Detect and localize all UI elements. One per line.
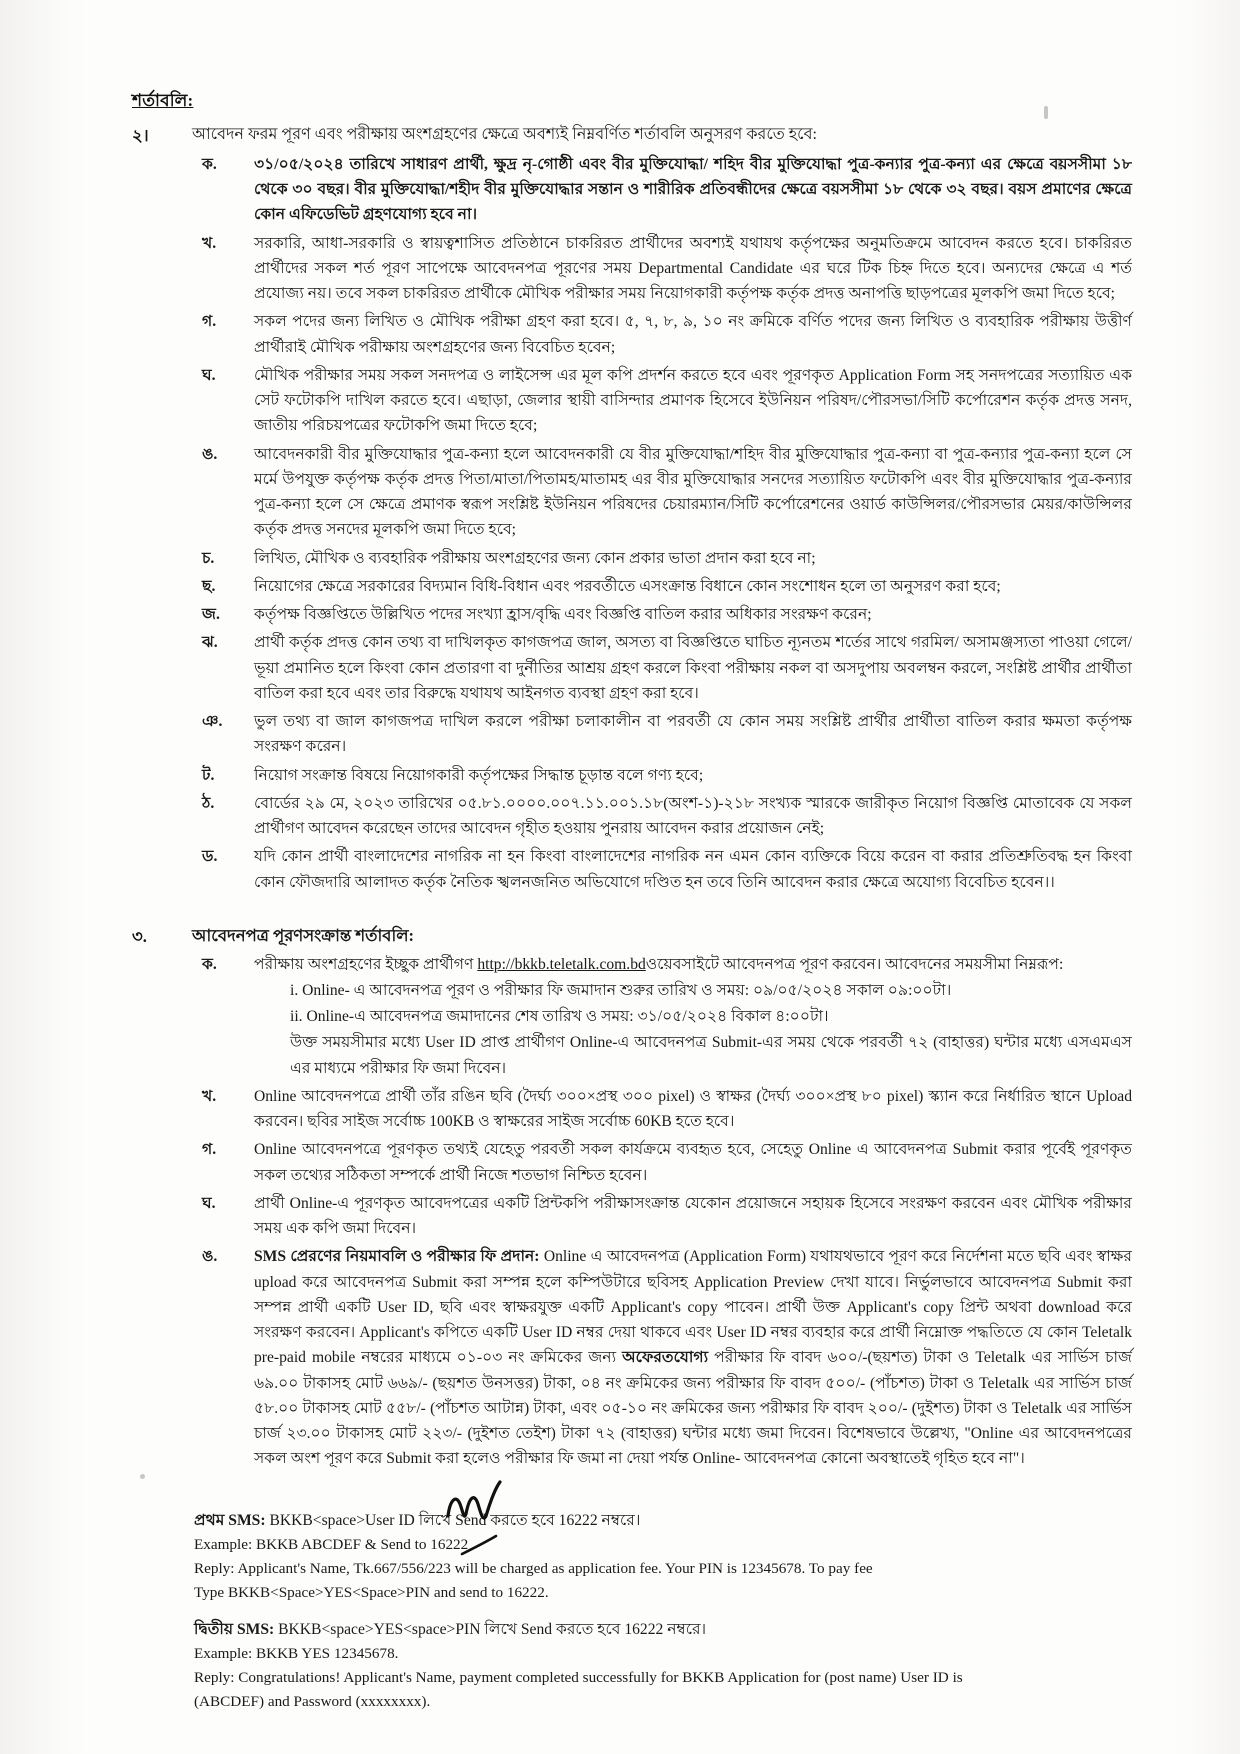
- first-sms-label: প্রথম SMS:: [194, 1511, 266, 1529]
- list-item: [192, 546, 1132, 571]
- page-title: শর্তাবলি:: [132, 91, 194, 110]
- first-sms-format-line: [194, 1509, 1132, 1533]
- item-text: কর্তৃপক্ষ বিজ্ঞপ্তিতে উল্লিখিত পদের সংখ্যা হ্রাস/বৃদ্ধি এবং বিজ্ঞপ্তি বাতিল করার অধিকার সংরক্ষণ করেন;: [254, 606, 872, 624]
- section-2-item-list: [192, 152, 1132, 895]
- item-text: প্রার্থী কর্তৃক প্রদত্ত কোন তথ্য বা দাখিলকৃত কাগজপত্র জাল, অসত্য বা বিজ্ঞপ্তিতে ঘাচিত ন্যূনতম শর্তের সাথে গরমিল/ অসামঞ্জস্যতা পাওয়া গেলে/ ভূয়া প্রমানিত হলে কিংবা কোন প্রতারণা বা দুর্নীতির আশ্রয় গ্রহণ করলে কিংবা পরীক্ষায় নকল বা অসদুপায় অবলম্বন করলে, সংশ্লিষ্ট প্রার্থীর প্রার্থীতা বাতিল করা হবে এবং তার বিরুদ্ধে যথাযথ আইনগত ব্যবস্থা গ্রহণ করা হবে।: [254, 634, 1132, 702]
- item-marker: ঙ.: [202, 445, 218, 463]
- item-text: প্রার্থী Online-এ পূরণকৃত আবেদপত্রের একটি প্রিন্টকপি পরীক্ষাসংক্রান্ত যেকোন প্রয়োজনে সহায়ক হিসেবে সংরক্ষণ করবেন এবং মৌখিক পরীক্ষার সময় এক কপি জমা দিবেন।: [254, 1194, 1132, 1238]
- item-marker: ঝ.: [202, 634, 218, 652]
- document-content: [132, 88, 1132, 1714]
- item-text: [254, 956, 1063, 973]
- first-sms-format: BKKB<space>User ID লিখে Send করতে হবে 16222 নম্বরে।: [265, 1511, 641, 1529]
- item-marker: গ.: [202, 313, 217, 331]
- first-sms-reply-line-1: Reply: Applicant's Name, Tk.667/556/223 will be charged as application fee. Your PIN is 12345678. To pay fee: [194, 1560, 873, 1578]
- scan-edge-left: [0, 0, 88, 1754]
- fee-payment-window-note: উক্ত সময়সীমার মধ্যে User ID প্রাপ্ত প্রার্থীগণ Online-এ আবেদনপত্র Submit-এর সময় থেকে পরবর্তী ৭২ (বাহাত্তর) ঘন্টার মধ্যে এসএমএস এর মাধ্যমে পরীক্ষার ফি জমা দিবেন।: [290, 1034, 1132, 1077]
- second-sms-format-line: [194, 1618, 1132, 1642]
- item-marker: ড.: [202, 848, 218, 866]
- item-text: নিয়োগের ক্ষেত্রে সরকারের বিদ্যমান বিধি-বিধান এবং পরবর্তীতে এসংক্রান্ত বিধানে কোন সংশোধন হলে তা অনুসরণ করা হবে;: [254, 577, 1001, 595]
- list-item: [192, 1244, 1132, 1471]
- item-text: Online আবেদনপত্রে প্রার্থী তাঁর রঙিন ছবি (দৈর্ঘ্য ৩০০×প্রস্থ ৩০০ pixel) ও স্বাক্ষর (দৈর্ঘ্য ৩০০×প্রস্থ ৮০ pixel) স্ক্যান করে নির্ধারিত স্থানে Upload করবেন। ছবির সাইজ সর্বোচ্চ 100KB ও স্বাক্ষরের সাইজ সর্বোচ্চ 60KB হতে হবে।: [254, 1087, 1132, 1131]
- item-text: Online আবেদনপত্রে পূরণকৃত তথ্যই যেহেতু পরবর্তী সকল কার্যক্রমে ব্যবহৃত হবে, সেহেতু Online এ আবেদনপত্র Submit করার পূর্বেই পূরণকৃত সকল তথ্যের সঠিকতা সম্পর্কে প্রার্থী নিজে শতভাগ নিশ্চিত হবেন।: [254, 1141, 1132, 1184]
- item-text: যদি কোন প্রার্থী বাংলাদেশের নাগরিক না হন কিংবা বাংলাদেশের নাগরিক নন এমন কোন ব্যক্তিকে বিয়ে করেন বা করার প্রতিশ্রুতিবদ্ধ হন কিংবা কোন ফৌজদারি আলাদত কর্তৃক নৈতিক স্খলনজনিত অভিযোগে দণ্ডিত হন তবে তিনি আবেদন করার ক্ষেত্রে অযোগ্য বিবেচিত হবেন।।: [254, 848, 1132, 891]
- list-item: [192, 763, 1132, 788]
- item-marker: চ.: [202, 549, 215, 567]
- second-sms-label: দ্বিতীয় SMS:: [194, 1620, 275, 1638]
- item-marker: ঞ.: [202, 713, 223, 731]
- list-item: [192, 1084, 1132, 1135]
- item-text: আবেদনকারী বীর মুক্তিযোদ্ধার পুত্র-কন্যা হলে আবেদনকারী যে বীর মুক্তিযোদ্ধা/শহিদ বীর মুক্তিযোদ্ধার পুত্র-কন্যা বা পুত্র-কন্যার পুত্র-কন্যা হলে সে মর্মে উপযুক্ত কর্তৃপক্ষ কর্তৃক প্রদত্ত পিতা/মাতা/পিতামহ/মাতামহ এর বীর মুক্তিযোদ্ধার সনদের সত্যায়িত ফটোকপি এবং বীর মুক্তিযোদ্ধার পুত্র-কন্যার পুত্র-কন্যা হলে সে ক্ষেত্রে প্রমাণক স্বরূপ সংশ্লিষ্ট ইউনিয়ন পরিষদের চেয়ারম্যান/সিটি কর্পোরেশনের ওয়ার্ড কাউন্সিলর/পৌরসভার মেয়র/কাউন্সিলর কর্তৃক প্রদত্ত সনদের মূলকপি জমা দিতে হবে;: [254, 445, 1132, 539]
- item-text: সকল পদের জন্য লিখিত ও মৌখিক পরীক্ষা গ্রহণ করা হবে। ৫, ৭, ৮, ৯, ১০ নং ক্রমিকে বর্ণিত পদের জন্য লিখিত ও ব্যবহারিক পরীক্ষায় উত্তীর্ণ প্রার্থীরাই মৌখিক পরীক্ষায় অংশগ্রহণের জন্য বিবেচিত হবেন;: [254, 313, 1132, 356]
- first-sms-reply-line-2: Type BKKB<Space>YES<Space>PIN and send to 16222.: [194, 1584, 549, 1602]
- apply-instruction-suffix: ওয়েবসাইটে আবেদনপত্র পূরণ করবেন। আবেদনের সময়সীমা নিম্নরূপ:: [645, 955, 1064, 973]
- item-marker: ঙ.: [202, 1248, 218, 1266]
- second-sms-reply-line-2: (ABCDEF) and Password (xxxxxxxx).: [194, 1693, 431, 1711]
- second-sms-instructions: [132, 1618, 1132, 1714]
- list-item: [192, 602, 1132, 627]
- list-item: [192, 709, 1132, 760]
- scan-edge-right: [1170, 0, 1240, 1754]
- list-item: [192, 791, 1132, 842]
- item-text: সরকারি, আধা-সরকারি ও স্বায়ত্বশাসিত প্রতিষ্ঠানে চাকরিরত প্রার্থীদের অবশ্যই যথাযথ কর্তৃপক্ষের অনুমতিক্রমে আবেদন করতে হবে। চাকরিরত প্রার্থীদের সকল শর্ত পূরণ সাপেক্ষে আবেদনপত্র পূরণের সময় Departmental Candidate এর ঘরে টিক চিহ্ন দিতে হবে। অন্যদের ক্ষেত্রে এ শর্ত প্রযোজ্য নয়। তবে সকল চাকরিরত প্রার্থীকে মৌখিক পরীক্ষার সময় নিয়োগকারী কর্তৃপক্ষ কর্তৃক প্রদত্ত অনাপত্তি ছাড়পত্রের মূলকপি জমা দিতে হবে;: [254, 234, 1132, 303]
- section-2-lead: আবেদন ফরম পূরণ এবং পরীক্ষায় অংশগ্রহণের ক্ষেত্রে অবশ্যই নিম্নবর্ণিত শর্তাবলি অনুসরণ করতে হবে:: [192, 126, 817, 143]
- first-sms-example: Example: BKKB ABCDEF & Send to 16222: [194, 1536, 469, 1554]
- item-marker: ট.: [202, 766, 215, 784]
- item-marker: ঠ.: [202, 794, 215, 812]
- apply-instruction-prefix: পরীক্ষায় অংশগ্রহণের ইচ্ছুক প্রার্থীগণ: [254, 955, 478, 973]
- item-marker: ক.: [202, 955, 217, 973]
- first-sms-instructions: [132, 1509, 1132, 1605]
- sms-rules-heading: SMS প্রেরণের নিয়মাবলি ও পরীক্ষার ফি প্রদান:: [254, 1248, 540, 1266]
- item-marker: ক.: [202, 155, 217, 173]
- item-marker: ছ.: [202, 577, 216, 595]
- second-sms-reply-line-1: Reply: Congratulations! Applicant's Name, payment completed successfully for BKKB Application for (post name) User ID is: [194, 1669, 963, 1687]
- list-item: [192, 152, 1132, 228]
- item-marker: ঘ.: [202, 1194, 216, 1212]
- fee-details-text: পরীক্ষার ফি বাবদ ৬০০/-(ছয়শত) টাকা ও Teletalk এর সার্ভিস চার্জ ৬৯.০০ টাকাসহ মোট ৬৬৯/- (ছয়শত উনসত্তর) টাকা, ০৪ নং ক্রমিকের জন্য পরীক্ষার ফি বাবদ ৫০০/- (পাঁচশত) টাকা ও Teletalk এর সার্ভিস চার্জ ৫৮.০০ টাকাসহ মোট ৫৫৮/- (পাঁচশত আটান্ন) টাকা, এবং ০৫-১০ নং ক্রমিকের জন্য পরীক্ষার ফি বাবদ ২০০/- (দুইশত) টাকা ও Teletalk এর সার্ভিস চার্জ ২৩.০০ টাকাসহ মোট ২২৩/- (দুইশত তেইশ) টাকা ৭২ (বাহাত্তর) ঘন্টার মধ্যে জমা দিবেন। বিশেষভাবে উল্লেখ্য, "Online এর আবেদনপত্রের সকল অংশ পূরণ করে Submit করা হলেও পরীক্ষার ফি জমা না দেয়া পর্যন্ত Online- আবেদনপত্র কোনো অবস্থাতেই গৃহিত হবে না"।: [254, 1349, 1132, 1468]
- section-3-number: ৩.: [132, 926, 147, 946]
- list-item: [192, 231, 1132, 307]
- list-item: [192, 844, 1132, 895]
- list-item: [192, 442, 1132, 543]
- section-2-number: ২।: [132, 126, 149, 145]
- application-end-datetime: ii. Online-এ আবেদনপত্র জমাদানের শেষ তারিখ ও সময়: ৩১/০৫/২০২৪ বিকাল ৪:০০টা।: [290, 1008, 829, 1026]
- item-marker: জ.: [202, 606, 220, 624]
- list-item: [192, 1137, 1132, 1188]
- section-3: [132, 924, 1132, 1472]
- item-text: লিখিত, মৌখিক ও ব্যবহারিক পরীক্ষায় অংশগ্রহণের জন্য কোন প্রকার ভাতা প্রদান করা হবে না;: [254, 549, 816, 567]
- list-item: [192, 630, 1132, 706]
- list-item: [192, 574, 1132, 599]
- section-2: [132, 123, 1132, 895]
- item-text: মৌখিক পরীক্ষার সময় সকল সনদপত্র ও লাইসেন্স এর মূল কপি প্রদর্শন করতে হবে এবং পূরণকৃত Application Form সহ সনদপত্রের সত্যায়িত এক সেট ফটোকপি দাখিল করতে হবে। এছাড়া, জেলার স্থায়ী বাসিন্দার প্রমাণক হিসেবে ইউনিয়ন পরিষদ/পৌরসভা/সিটি কর্পোরেশন কর্তৃক প্রদত্ত সনদ, জাতীয় পরিচয়পত্রের ফটোকপি জমা দিতে হবে;: [254, 366, 1132, 435]
- application-website-link[interactable]: http://bkkb.teletalk.com.bd: [477, 955, 646, 973]
- item-text: [254, 1248, 1132, 1467]
- non-refundable-label: অফেরতযোগ্য: [622, 1349, 709, 1367]
- item-text: বোর্ডের ২৯ মে, ২০২৩ তারিখের ০৫.৮১.০০০০.০০৭.১১.০০১.১৮(অংশ-১)-২১৮ সংখ্যক স্মারকে জারীকৃত নিয়োগ বিজ্ঞপ্তি মোতাবেক যে সকল প্রার্থীগণ আবেদন করেছেন তাদের আবেদন গৃহীত হওয়ায় পুনরায় আবেদন করার প্রয়োজন নেই;: [254, 794, 1132, 838]
- item-text: নিয়োগ সংক্রান্ত বিষয়ে নিয়োগকারী কর্তৃপক্ষের সিদ্ধান্ত চূড়ান্ত বলে গণ্য হবে;: [254, 766, 704, 784]
- item-marker: খ.: [202, 234, 217, 252]
- list-item: [192, 309, 1132, 360]
- item-text: ভুল তথ্য বা জাল কাগজপত্র দাখিল করলে পরীক্ষা চলাকালীন বা পরবর্তী যে কোন সময় সংশ্লিষ্ট প্রার্থীর প্রার্থীতা বাতিল করার ক্ষমতা কর্তৃপক্ষ সংরক্ষণ করেন।: [254, 713, 1132, 756]
- item-text: ৩১/০৫/২০২৪ তারিখে সাধারণ প্রার্থী, ক্ষুদ্র নৃ-গোষ্ঠী এবং বীর মুক্তিযোদ্ধা/ শহিদ বীর মুক্তিযোদ্ধা পুত্র-কন্যার পুত্র-কন্যা এর ক্ষেত্রে বয়সসীমা ১৮ থেকে ৩০ বছর। বীর মুক্তিযোদ্ধা/শহীদ বীর মুক্তিযোদ্ধার সন্তান ও শারীরিক প্রতিবন্ধীদের ক্ষেত্রে বয়সসীমা ১৮ থেকে ৩২ বছর। বয়স প্রমাণের ক্ষেত্রে কোন এফিডেভিট গ্রহণযোগ্য হবে না।: [254, 155, 1132, 224]
- item-marker: ঘ.: [202, 366, 216, 384]
- item-marker: খ.: [202, 1087, 217, 1105]
- sms-rules-body: Online এ আবেদনপত্র (Application Form) যথাযথভাবে পূরণ করে নির্দেশনা মতে ছবি এবং স্বাক্ষর upload করে আবেদনপত্র Submit করা সম্পন্ন হলে কম্পিউটারে ছবিসহ Application Preview দেখা যাবে। নির্ভুলভাবে আবেদনপত্র Submit করা সম্পন্ন প্রার্থী একটি User ID, ছবি এবং স্বাক্ষরযুক্ত একটি Applicant's copy পাবেন। প্রার্থী উক্ত Applicant's copy প্রিন্ট অথবা download করে সংরক্ষণ করবেন। Applicant's কপিতে একটি User ID নম্বর দেয়া থাকবে এবং User ID নম্বর ব্যবহার করে প্রার্থী নিম্নোক্ত পদ্ধতিতে যে কোন Teletalk pre-paid mobile নম্বরের মাধ্যমে ০১-০৩ নং ক্রমিকের জন্য: [254, 1248, 1132, 1367]
- second-sms-format: BKKB<space>YES<space>PIN লিখে Send করতে হবে 16222 নম্বরে।: [274, 1620, 707, 1638]
- list-item: [192, 363, 1132, 439]
- section-3-item-list: [192, 952, 1132, 1472]
- item-marker: গ.: [202, 1141, 217, 1159]
- application-start-datetime: i. Online- এ আবেদনপত্র পূরণ ও পরীক্ষার ফি জমাদান শুরুর তারিখ ও সময়: ০৯/০৫/২০২৪ সকাল ০৯:০০টা।: [290, 981, 952, 999]
- second-sms-example: Example: BKKB YES 12345678.: [194, 1645, 399, 1663]
- list-item: [192, 952, 1132, 1081]
- section-3-title: আবেদনপত্র পূরণসংক্রান্ত শর্তাবলি:: [192, 925, 414, 945]
- list-item: [192, 1191, 1132, 1242]
